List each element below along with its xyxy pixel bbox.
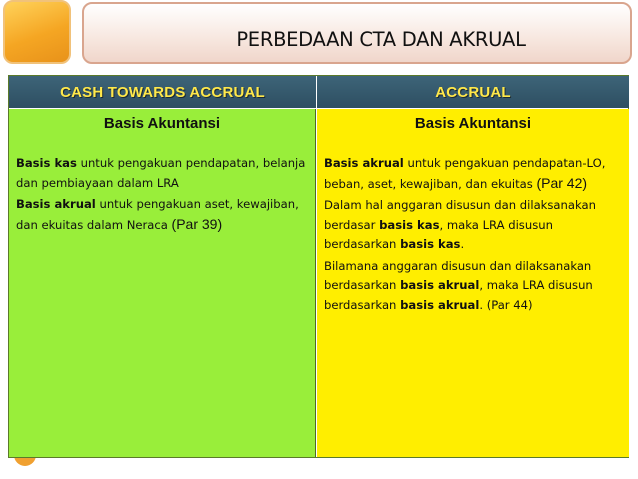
title-bar [82, 2, 632, 64]
bold-text: basis akrual [400, 278, 480, 292]
cell-accrual [317, 109, 629, 457]
header-label-left: CASH TOWARDS ACCRUAL [60, 83, 265, 101]
bold-text: Basis akrual [16, 197, 96, 211]
comparison-table [8, 75, 629, 458]
bold-text: Basis kas [16, 156, 77, 170]
body-text: untuk pengakuan aset, kewajiban, dan ekuitas dalam Neraca [16, 197, 299, 232]
bold-text: basis akrual [400, 297, 480, 312]
paragraph-reference: (Par 42) [536, 174, 588, 191]
body-text: , maka LRA disusun berdasarkan [324, 278, 593, 312]
cell-cash-towards-accrual [9, 109, 316, 457]
subheading-left: Basis Akuntansi [103, 115, 221, 132]
body-text: Bilamana anggaran disusun dan dilaksanakan berdasarkan [324, 258, 592, 292]
paragraph-left-2 [9, 195, 315, 235]
paragraph-right-1 [317, 154, 629, 194]
bold-text: basis kas [379, 217, 440, 232]
bold-text: Basis akrual [324, 156, 404, 170]
body-text: . (Par 44) [479, 297, 533, 312]
paragraph-reference: (Par 39) [171, 215, 223, 232]
paragraph-left-1 [9, 154, 315, 193]
body-text: untuk pengakuan pendapatan-LO, beban, aset, kewajiban, dan ekuitas [324, 156, 606, 191]
paragraph-right-3 [317, 257, 629, 316]
body-text: , maka LRA disusun berdasarkan [324, 217, 553, 251]
subheading-right: Basis Akuntansi [414, 115, 532, 132]
header-accrual [317, 76, 629, 108]
body-text: Dalam hal anggaran disusun dan dilaksanakan berdasar [324, 198, 596, 232]
bold-text: basis kas [400, 237, 461, 251]
header-cash-towards-accrual [9, 76, 316, 108]
body-text: untuk pengakuan pendapatan, belanja dan pembiayaan dalam LRA [16, 156, 306, 190]
slide-title: PERBEDAAN CTA DAN AKRUAL [236, 27, 526, 51]
orange-decorative-tab [3, 0, 71, 64]
header-label-right: ACCRUAL [435, 83, 511, 101]
paragraph-right-2 [317, 196, 629, 255]
body-text: . [460, 237, 465, 251]
